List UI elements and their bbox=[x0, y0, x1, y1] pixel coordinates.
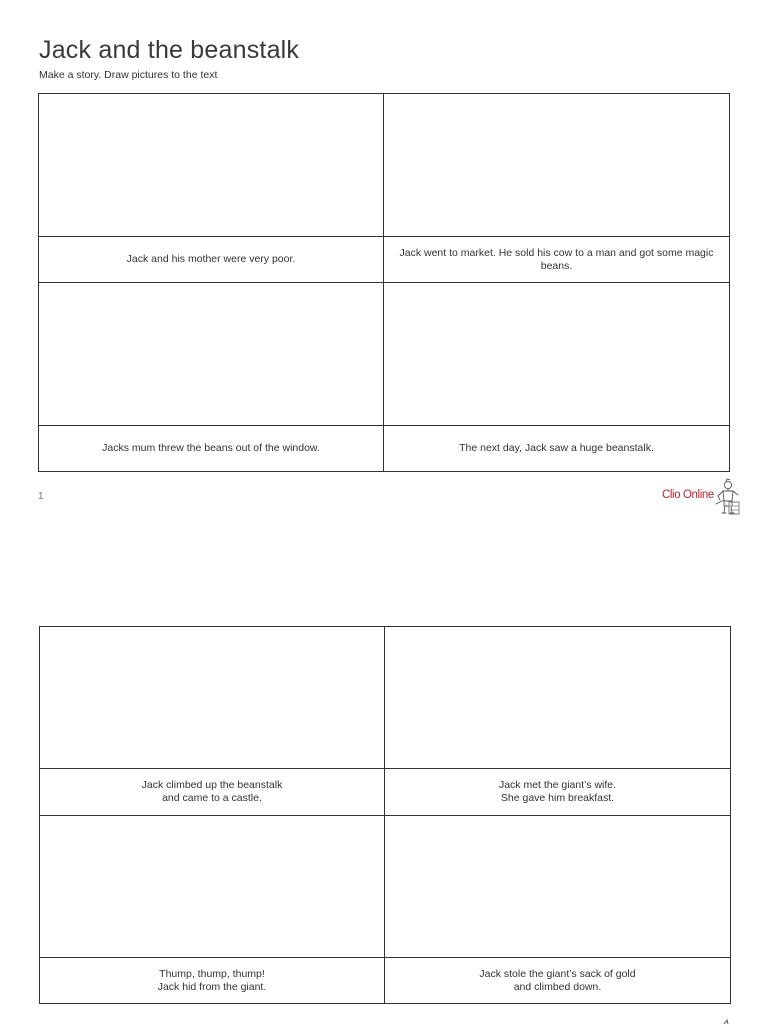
drawing-box-8[interactable] bbox=[385, 816, 731, 958]
page-subtitle: Make a story. Draw pictures to the text bbox=[39, 69, 218, 81]
caption-cell-1 bbox=[39, 237, 384, 283]
drawing-box-4[interactable] bbox=[384, 283, 730, 426]
drawing-box-3[interactable] bbox=[39, 283, 384, 426]
caption-cell-6 bbox=[385, 769, 731, 816]
drawing-box-5[interactable] bbox=[40, 627, 385, 769]
logo-text: Clio Online bbox=[662, 489, 714, 501]
knight-mascot-icon bbox=[714, 478, 742, 518]
drawing-box-2[interactable] bbox=[384, 94, 730, 237]
drawing-box-1[interactable] bbox=[39, 94, 384, 237]
caption-cell-5 bbox=[40, 769, 385, 816]
story-caption-3: Jacks mum threw the beans out of the window. bbox=[102, 442, 320, 454]
story-grid-page-2 bbox=[39, 626, 731, 1004]
clio-online-logo bbox=[662, 478, 742, 518]
caption-cell-7 bbox=[40, 958, 385, 1004]
story-caption-8: Jack stole the giant’s sack of gold and climbed down. bbox=[479, 967, 636, 993]
story-caption-4: The next day, Jack saw a huge beanstalk. bbox=[459, 442, 654, 454]
story-caption-2: Jack went to market. He sold his cow to a man and got some magic beans. bbox=[399, 246, 714, 272]
drawing-box-6[interactable] bbox=[385, 627, 731, 769]
caption-cell-2 bbox=[384, 237, 730, 283]
drawing-box-7[interactable] bbox=[40, 816, 385, 958]
caption-cell-8 bbox=[385, 958, 731, 1004]
page-title: Jack and the beanstalk bbox=[39, 36, 300, 64]
page-number: 1 bbox=[38, 491, 44, 502]
page-edge-mark bbox=[722, 1016, 730, 1024]
story-caption-1: Jack and his mother were very poor. bbox=[126, 253, 296, 265]
story-caption-6: Jack met the giant’s wife. She gave him breakfast. bbox=[498, 779, 617, 804]
story-caption-7: Thump, thump, thump! Jack hid from the giant. bbox=[157, 967, 267, 993]
story-caption-5: Jack climbed up the beanstalk and came to a castle. bbox=[141, 779, 283, 804]
story-grid-page-1 bbox=[38, 93, 730, 472]
caption-cell-4 bbox=[384, 426, 730, 472]
caption-cell-3 bbox=[39, 426, 384, 472]
